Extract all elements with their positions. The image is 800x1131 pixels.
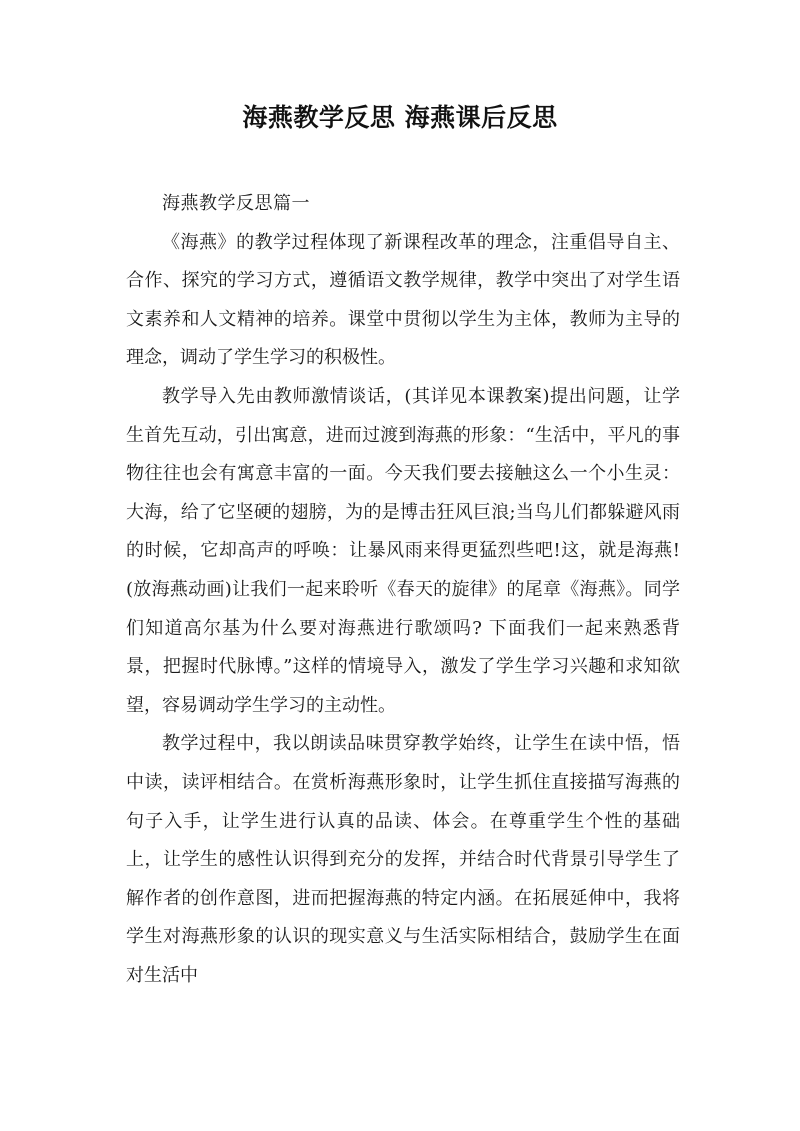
paragraph-2: 教学导入先由教师激情谈话，(其详见本课教案)提出问题，让学生首先互动，引出寓意，进而过渡到海燕的形象：“生活中，平凡的事物往往也会有寓意丰富的一面。今天我们要去接触这么一个小生灵：大海，给了它坚硬的翅膀，为的是博击狂风巨浪;当鸟儿们都躲避风雨的时候，它却高声的呼唤：让暴风雨来得更猛烈些吧!这，就是海燕!(放海燕动画)让我们一起来聆听《春天的旋律》的尾章《海燕》。同学们知道高尔基为什么要对海燕进行歌颂吗? 下面我们一起来熟悉背景，把握时代脉博。”这样的情境导入，激发了学生学习兴趣和求知欲望，容易调动学生学习的主动性。 [126, 385, 680, 716]
paragraph-3: 教学过程中，我以朗读品味贯穿教学始终，让学生在读中悟，悟中读，读评相结合。在赏析海燕形象时，让学生抓住直接描写海燕的句子入手，让学生进行认真的品读、体会。在尊重学生个性的基础上，让学生的感性认识得到充分的发挥，并结合时代背景引导学生了解作者的创作意图，进而把握海燕的特定内涵。在拓展延伸中，我将学生对海燕形象的认识的现实意义与生活实际相结合，鼓励学生在面对生活中 [126, 733, 680, 986]
document-title: 海燕教学反思 海燕课后反思 [242, 103, 558, 132]
document-body [126, 185, 680, 995]
section-heading: 海燕教学反思篇一 [162, 193, 310, 214]
paragraph-1: 《海燕》的教学过程体现了新课程改革的理念，注重倡导自主、合作、探究的学习方式，遵循语文教学规律，教学中突出了对学生语文素养和人文精神的培养。课堂中贯彻以学生为主体，教师为主导的理念，调动了学生学习的积极性。 [126, 231, 680, 369]
